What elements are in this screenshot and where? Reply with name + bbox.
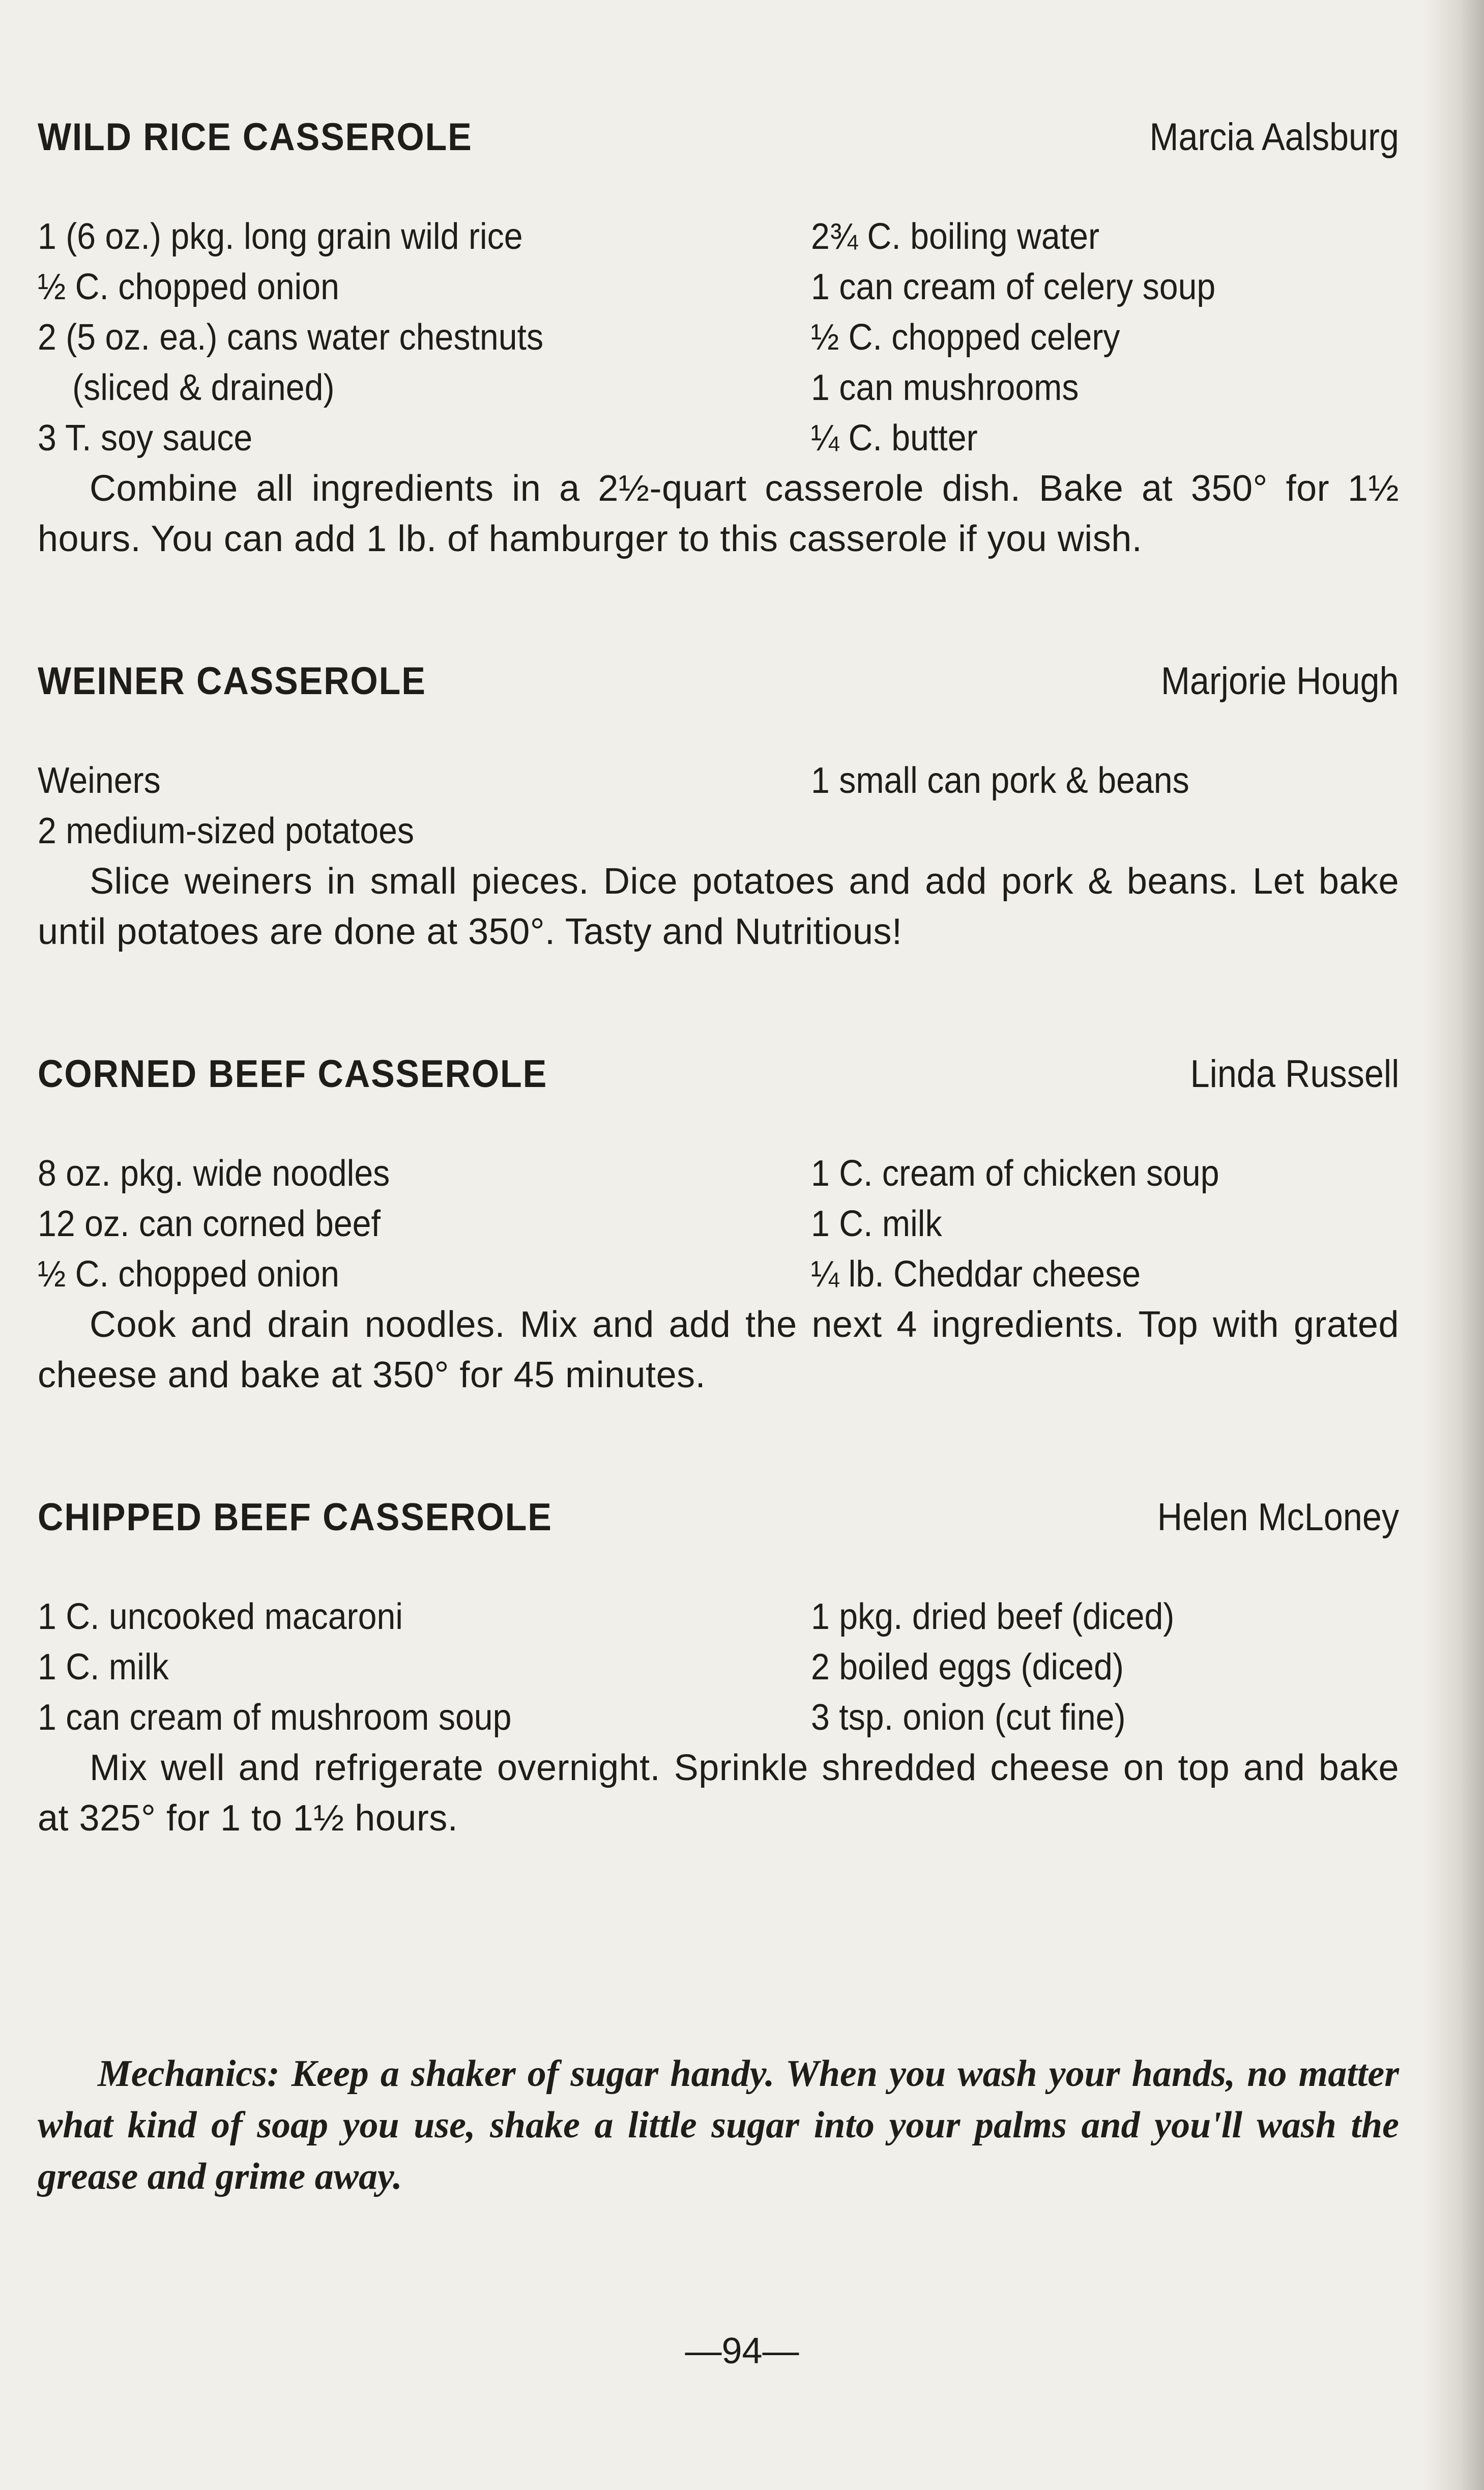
recipe-corned-beef-casserole (38, 1049, 1399, 1400)
recipe-directions: Combine all ingredients in a 2½-quart casserole dish. Bake at 350° for 1½ hours. You can add 1 lb. of hamburger to this casserole if you wish. (38, 468, 1399, 559)
ingredient-column-left (38, 756, 811, 856)
ingredient: 1 can cream of mushroom soup (38, 1697, 512, 1738)
recipe-author: Helen McLoney (1157, 1496, 1399, 1539)
recipe-author: Marjorie Hough (1161, 660, 1399, 703)
ingredient-column-left (38, 1149, 811, 1300)
recipe-title: WEINER CASSEROLE (38, 660, 426, 703)
recipe-weiner-casserole (38, 656, 1399, 957)
ingredient: 2¾ C. boiling water (811, 216, 1100, 257)
ingredient: 1 can cream of celery soup (811, 267, 1216, 307)
ingredient: Weiners (38, 760, 161, 801)
ingredient-column-left (38, 1592, 811, 1743)
ingredient: ½ C. chopped onion (38, 1254, 339, 1295)
recipe-directions: Mix well and refrigerate overnight. Sprinkle shredded cheese on top and bake at 325° for 1 to 1½ hours. (38, 1748, 1399, 1839)
recipe-directions: Cook and drain noodles. Mix and add the next 4 ingredients. Top with grated cheese and bake at 350° for 45 minutes. (38, 1304, 1399, 1395)
ingredient: 1 small can pork & beans (811, 760, 1189, 801)
ingredient-column-right (811, 756, 1396, 856)
ingredient: 2 medium-sized potatoes (38, 811, 415, 851)
ingredient: 3 tsp. onion (cut fine) (811, 1697, 1126, 1738)
recipe-wild-rice-casserole (38, 112, 1399, 564)
ingredient: 1 C. cream of chicken soup (811, 1153, 1219, 1194)
recipe-title: CHIPPED BEEF CASSEROLE (38, 1496, 552, 1539)
ingredient: ½ C. chopped onion (38, 267, 339, 307)
ingredient: 2 boiled eggs (diced) (811, 1647, 1124, 1687)
ingredient: 1 can mushrooms (811, 367, 1079, 408)
ingredient-column-left (38, 212, 811, 464)
recipe-header (38, 1492, 1399, 1543)
recipe-title: CORNED BEEF CASSEROLE (38, 1052, 548, 1096)
ingredient: 1 C. milk (38, 1647, 169, 1687)
recipe-chipped-beef-casserole (38, 1492, 1399, 1844)
ingredient: (sliced & drained) (72, 367, 335, 408)
ingredient-column-right (811, 1149, 1396, 1300)
recipe-header (38, 1049, 1399, 1100)
ingredient: ½ C. chopped celery (811, 317, 1120, 358)
page-number: —94— (685, 2331, 799, 2371)
ingredient: 1 C. uncooked macaroni (38, 1596, 403, 1637)
ingredient-list (38, 1149, 1399, 1300)
ingredient: ¼ lb. Cheddar cheese (811, 1254, 1141, 1295)
ingredient: ¼ C. butter (811, 418, 978, 459)
ingredient: 8 oz. pkg. wide noodles (38, 1153, 390, 1194)
recipe-directions: Slice weiners in small pieces. Dice potatoes and add pork & beans. Let bake until potatoes are done at 350°. Tasty and Nutritious! (38, 861, 1399, 952)
recipe-author: Marcia Aalsburg (1149, 116, 1399, 159)
ingredient-list (38, 1592, 1399, 1743)
ingredient: 1 C. milk (811, 1204, 942, 1244)
recipe-list (38, 112, 1399, 1844)
ingredient: 3 T. soy sauce (38, 418, 253, 459)
ingredient-column-right (811, 1592, 1396, 1743)
recipe-title: WILD RICE CASSEROLE (38, 116, 473, 159)
ingredient: 12 oz. can corned beef (38, 1204, 381, 1244)
recipe-header (38, 656, 1399, 707)
recipe-author: Linda Russell (1190, 1052, 1399, 1096)
recipe-header (38, 112, 1399, 163)
ingredient-list (38, 756, 1399, 856)
page-edge-shadow (1423, 0, 1484, 2490)
household-tip: Mechanics: Keep a shaker of sugar handy. When you wash your hands, no matter what kind of soap you use, shake a little sugar into your palms and you'll wash the grease and grime away. (38, 2053, 1399, 2197)
ingredient: 2 (5 oz. ea.) cans water chestnuts (38, 317, 544, 358)
ingredient: 1 pkg. dried beef (diced) (811, 1596, 1175, 1637)
ingredient: 1 (6 oz.) pkg. long grain wild rice (38, 216, 523, 257)
ingredient-column-right (811, 212, 1396, 464)
ingredient-list (38, 212, 1399, 464)
